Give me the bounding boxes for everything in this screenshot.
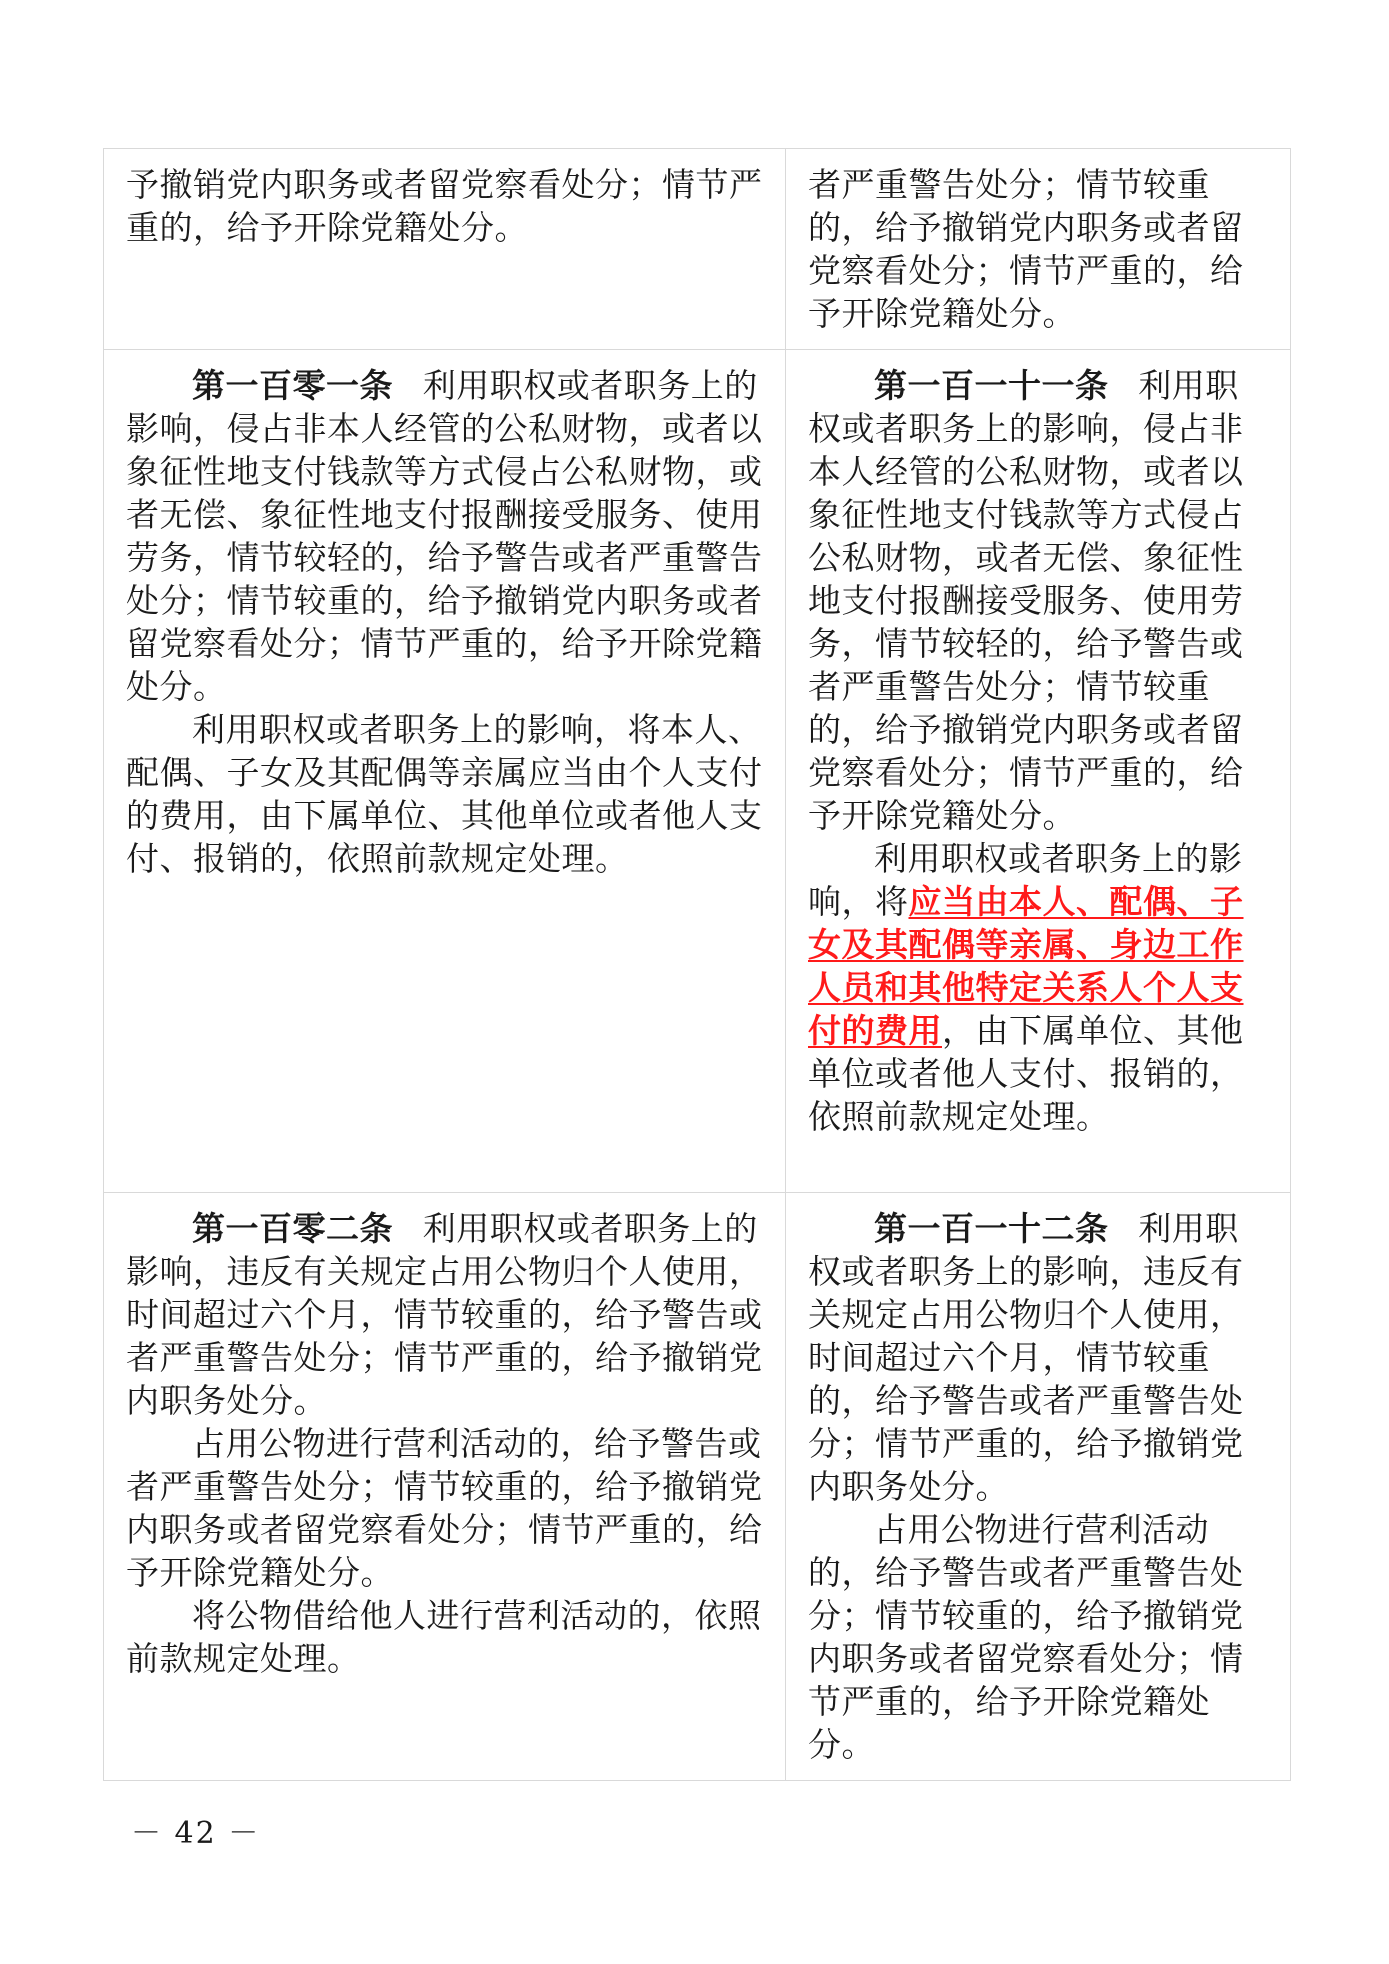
article-number: 第一百零二条 [192,1209,393,1248]
paragraph-text: 利用职权或者职务上的影响，将本人、配偶、子女及其配偶等亲属应当由个人支付的费用，由下属单位、其他单位或者他人支付、报销的，依照前款规定处理。 [126,710,763,878]
old-text-cell [104,149,786,350]
old-text-cell [104,350,786,1193]
comparison-table [103,148,1291,1781]
paragraph-text: 利用职权或者职务上的影响，违反有关规定占用公物归个人使用，时间超过六个月，情节较重的，给予警告或者严重警告处分；情节严重的，给予撤销党内职务处分。 [808,1209,1244,1506]
article-paragraph [808,1508,1270,1766]
new-text-cell [786,1193,1291,1781]
article-paragraph [126,1594,763,1680]
table-row [104,149,1291,350]
article-number: 第一百一十一条 [874,366,1109,405]
paragraph-text: 利用职权或者职务上的影响，侵占非本人经管的公私财物，或者以象征性地支付钱款等方式侵占公私财物，或者无偿、象征性地支付报酬接受服务、使用劳务，情节较轻的，给予警告或者严重警告处分；情节较重的，给予撤销党内职务或者留党察看处分；情节严重的，给予开除党籍处分。 [808,366,1244,835]
paragraph-text: 者严重警告处分；情节较重的，给予撤销党内职务或者留党察看处分；情节严重的，给予开除党籍处分。 [808,165,1244,333]
article-paragraph [126,364,763,708]
paragraph-text: 占用公物进行营利活动的，给予警告或者严重警告处分；情节较重的，给予撤销党内职务或者留党察看处分；情节严重的，给予开除党籍处分。 [808,1510,1244,1764]
article-paragraph [126,163,763,249]
article-number: 第一百一十二条 [874,1209,1109,1248]
paragraph-text: 利用职权或者职务上的影响，违反有关规定占用公物归个人使用，时间超过六个月，情节较重的，给予警告或者严重警告处分；情节严重的，给予撤销党内职务处分。 [126,1209,763,1420]
paragraph-text: 予撤销党内职务或者留党察看处分；情节严重的，给予开除党籍处分。 [126,165,763,247]
paragraph-text: 利用职权或者职务上的影响，将 [808,839,1243,921]
article-number: 第一百零一条 [192,366,393,405]
article-paragraph [808,1207,1270,1508]
article-paragraph [126,1422,763,1594]
new-text-cell [786,350,1291,1193]
article-paragraph [808,163,1270,335]
paragraph-text: 利用职权或者职务上的影响，侵占非本人经管的公私财物，或者以象征性地支付钱款等方式侵占公私财物，或者无偿、象征性地支付报酬接受服务、使用劳务，情节较轻的，给予警告或者严重警告处分；情节较重的，给予撤销党内职务或者留党察看处分；情节严重的，给予开除党籍处分。 [126,366,763,706]
table-row [104,1193,1291,1781]
paragraph-text: ，由下属单位、其他单位或者他人支付、报销的，依照前款规定处理。 [808,1011,1244,1136]
article-paragraph [126,1207,763,1422]
amendment-highlight: 应当由本人、配偶、子女及其配偶等亲属、身边工作人员和其他特定关系人个人支付的费用 [808,882,1244,1050]
old-text-cell [104,1193,786,1781]
page-number: － 42 － [131,1816,261,1851]
paragraph-text: 占用公物进行营利活动的，给予警告或者严重警告处分；情节较重的，给予撤销党内职务或者留党察看处分；情节严重的，给予开除党籍处分。 [126,1424,763,1592]
article-paragraph [808,364,1270,837]
amended-paragraph [808,837,1270,1138]
table-row [104,350,1291,1193]
new-text-cell [786,149,1291,350]
article-paragraph [126,708,763,880]
paragraph-text: 将公物借给他人进行营利活动的，依照前款规定处理。 [126,1596,762,1678]
